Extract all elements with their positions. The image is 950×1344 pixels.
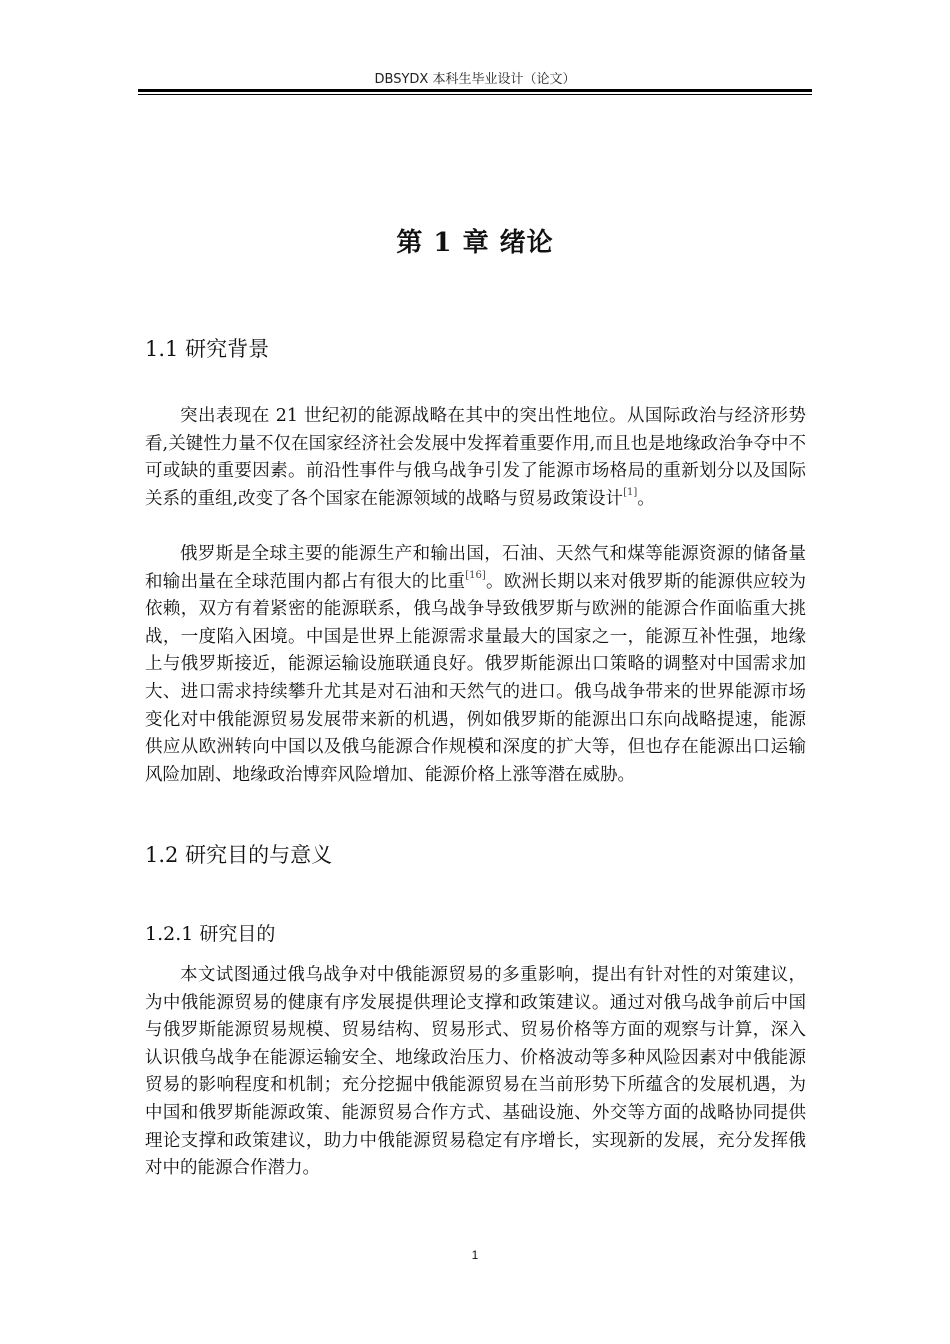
chapter-title: 第 1 章 绪论 bbox=[396, 228, 554, 258]
paragraph-text: 俄罗斯是全球主要的能源生产和输出国，石油、天然气和煤等能源资源的储备量和输出量在全球范围内都占有很大的比重 bbox=[145, 544, 806, 592]
subsection-heading-1-2-1: 1.2.1 研究目的 bbox=[145, 923, 276, 945]
paragraph-text: 突出表现在 21 世纪初的能源战略在其中的突出性地位。从国际政治与经济形势看,关键性力量不仅在国家经济社会发展中发挥着重要作用,而且也是地缘政治争夺中不可或缺的重要因素。前沿性事件与俄乌战争引发了能源市场格局的重新划分以及国际关系的重组,改变了各个国家在能源领域的战略与贸易政策设计 bbox=[145, 406, 806, 509]
paragraph-background-1 bbox=[145, 403, 806, 513]
citation-ref[interactable]: [16] bbox=[465, 569, 486, 581]
paragraph-text: 。欧洲长期以来对俄罗斯的能源供应较为依赖，双方有着紧密的能源联系，俄乌战争导致俄罗斯与欧洲的能源合作面临重大挑战，一度陷入困境。中国是世界上能源需求量最大的国家之一，能源互补性强，地缘上与俄罗斯接近，能源运输设施联通良好。俄罗斯能源出口策略的调整对中国需求加大、进口需求持续攀升尤其是对石油和天然气的进口。俄乌战争带来的世界能源市场变化对中俄能源贸易发展带来新的机遇，例如俄罗斯的能源出口东向战略提速，能源供应从欧洲转向中国以及俄乌能源合作规模和深度的扩大等，但也存在能源出口运输风险加剧、地缘政治博弈风险增加、能源价格上涨等潜在威胁。 bbox=[145, 571, 806, 785]
running-header: DBSYDX 本科生毕业设计（论文） bbox=[374, 72, 576, 87]
section-heading-1-1: 1.1 研究背景 bbox=[145, 337, 270, 361]
paragraph-text: 。 bbox=[637, 488, 655, 509]
paragraph-purpose: 本文试图通过俄乌战争对中俄能源贸易的多重影响，提出有针对性的对策建议，为中俄能源贸易的健康有序发展提供理论支撑和政策建议。通过对俄乌战争前后中国与俄罗斯能源贸易规模、贸易结构、贸易形式、贸易价格等方面的观察与计算，深入认识俄乌战争在能源运输安全、地缘政治压力、价格波动等多种风险因素对中俄能源贸易的影响程度和机制；充分挖掘中俄能源贸易在当前形势下所蕴含的发展机遇，为中国和俄罗斯能源政策、能源贸易合作方式、基础设施、外交等方面的战略协同提供理论支撑和政策建议，助力中俄能源贸易稳定有序增长，实现新的发展，充分发挥俄对中的能源合作潜力。 bbox=[145, 965, 806, 1179]
page-number: 1 bbox=[471, 1248, 479, 1262]
paragraph-background-2 bbox=[145, 541, 806, 789]
header-rule-thick bbox=[138, 89, 812, 92]
citation-ref[interactable]: [1] bbox=[623, 486, 638, 498]
section-heading-1-2: 1.2 研究目的与意义 bbox=[145, 843, 333, 867]
header-rule-thin bbox=[138, 94, 812, 95]
